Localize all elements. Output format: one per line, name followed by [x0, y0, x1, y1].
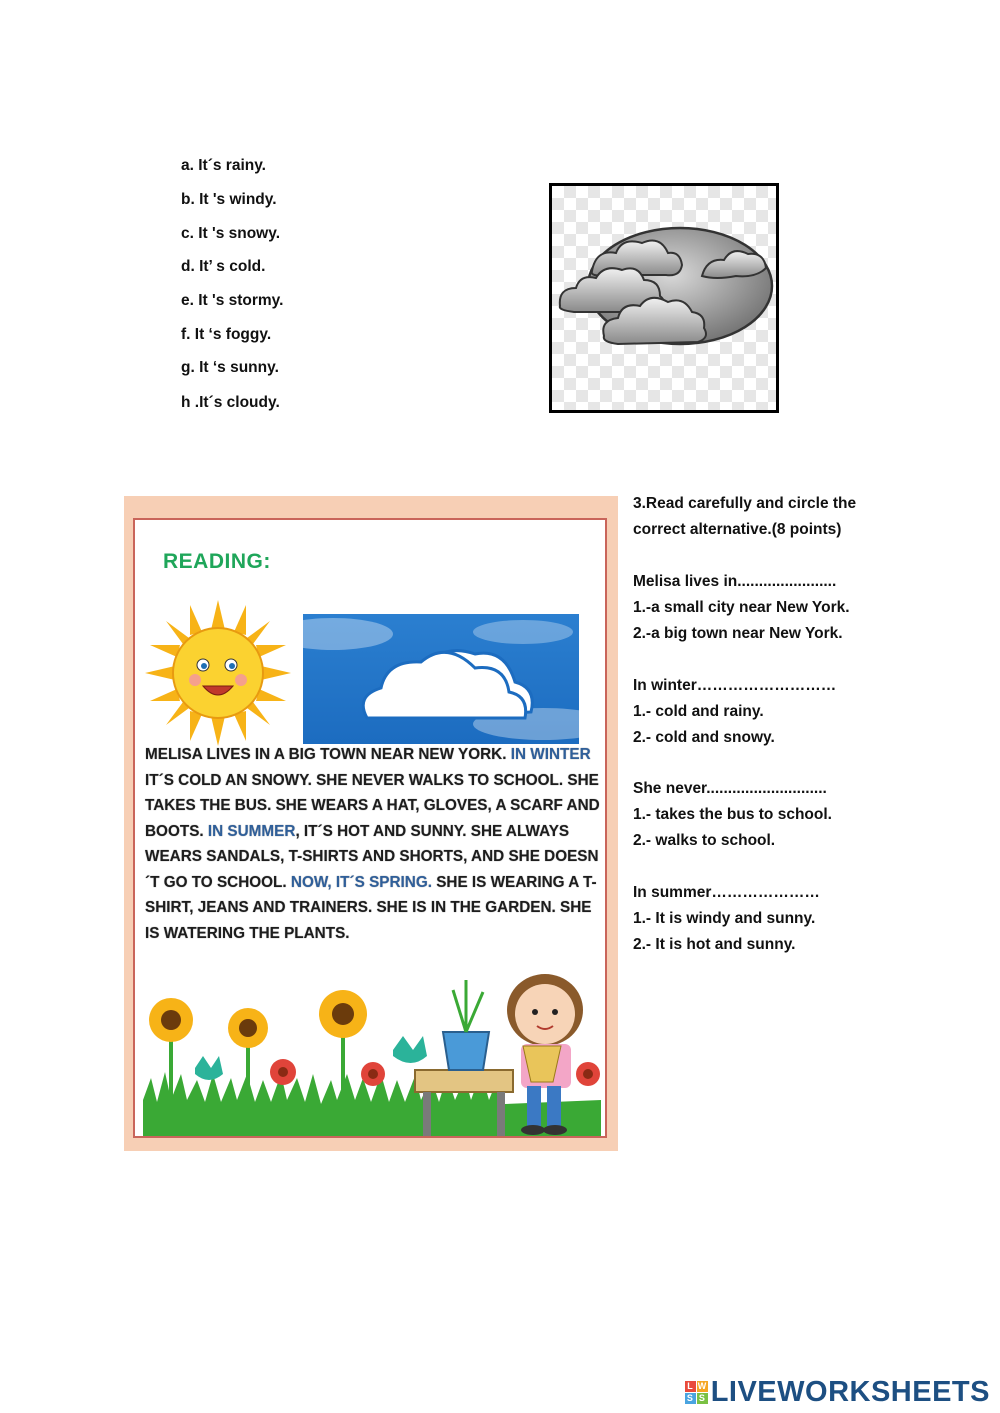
story-highlight-summer: IN SUMMER: [207, 822, 296, 840]
question-4-option-1[interactable]: 1.- It is windy and sunny.: [633, 910, 816, 927]
reading-story: [145, 742, 603, 946]
sky-clouds-image: [303, 614, 579, 744]
cloudy-weather-image: [549, 183, 779, 413]
option-b: b. It 's windy.: [181, 191, 277, 208]
option-a: a. It´s rainy.: [181, 157, 266, 174]
question-2-option-2[interactable]: 2.- cold and snowy.: [633, 729, 775, 746]
option-f: f. It ‘s foggy.: [181, 326, 272, 343]
story-part-3: , IT´S HOT AND SUNNY. SHE ALWAYS WEARS SANDALS, T-SHIRTS AND SHORTS, AND SHE DOESN´T GO TO SCHOOL.: [145, 822, 599, 891]
question-2-option-1[interactable]: 1.- cold and rainy.: [633, 703, 764, 720]
garden-girl-illustration: [143, 950, 601, 1136]
story-part-2: IT´S COLD AN SNOWY. SHE NEVER WALKS TO SCHOOL. SHE TAKES THE BUS. SHE WEARS A HAT, GLOVES, A SCARF AND BOOTS.: [145, 771, 600, 840]
option-g: g. It ‘s sunny.: [181, 359, 279, 376]
story-part-1: MELISA LIVES IN A BIG TOWN NEAR NEW YORK.: [145, 746, 507, 763]
story-highlight-winter: IN WINTER: [510, 746, 591, 763]
exercise-heading-line2: correct alternative.(8 points): [633, 521, 842, 538]
question-3-prompt: She never............................: [633, 780, 827, 797]
option-c: c. It 's snowy.: [181, 225, 281, 242]
cloud-icon: [552, 186, 776, 410]
question-1-option-1[interactable]: 1.-a small city near New York.: [633, 599, 850, 616]
option-e: e. It 's stormy.: [181, 292, 284, 309]
option-h: h .It´s cloudy.: [181, 394, 280, 411]
question-1-prompt: Melisa lives in.......................: [633, 573, 837, 590]
question-4-prompt: In summer…………………: [633, 884, 820, 901]
story-highlight-spring: NOW, IT´S SPRING.: [290, 873, 432, 891]
question-2-prompt: In winter………………………: [633, 677, 837, 694]
logo-badge-icon: L W S S: [685, 1381, 708, 1404]
reading-card: [124, 496, 618, 1151]
reading-panel: [133, 518, 607, 1138]
question-3-option-2[interactable]: 2.- walks to school.: [633, 832, 776, 849]
story-part-4: SHE IS WEARING A T-SHIRT, JEANS AND TRAINERS. SHE IS IN THE GARDEN. SHE IS WATERING THE PLANTS.: [145, 873, 597, 942]
exercise-heading-line1: 3.Read carefully and circle the: [633, 495, 857, 512]
question-4-option-2[interactable]: 2.- It is hot and sunny.: [633, 936, 796, 953]
sun-icon: [145, 600, 291, 746]
liveworksheets-logo: [685, 1376, 990, 1409]
option-d: d. It’ s cold.: [181, 258, 266, 275]
logo-text: LIVEWORKSHEETS: [710, 1376, 990, 1408]
reading-title: READING:: [163, 550, 271, 573]
question-3-option-1[interactable]: 1.- takes the bus to school.: [633, 806, 832, 823]
question-1-option-2[interactable]: 2.-a big town near New York.: [633, 625, 843, 642]
